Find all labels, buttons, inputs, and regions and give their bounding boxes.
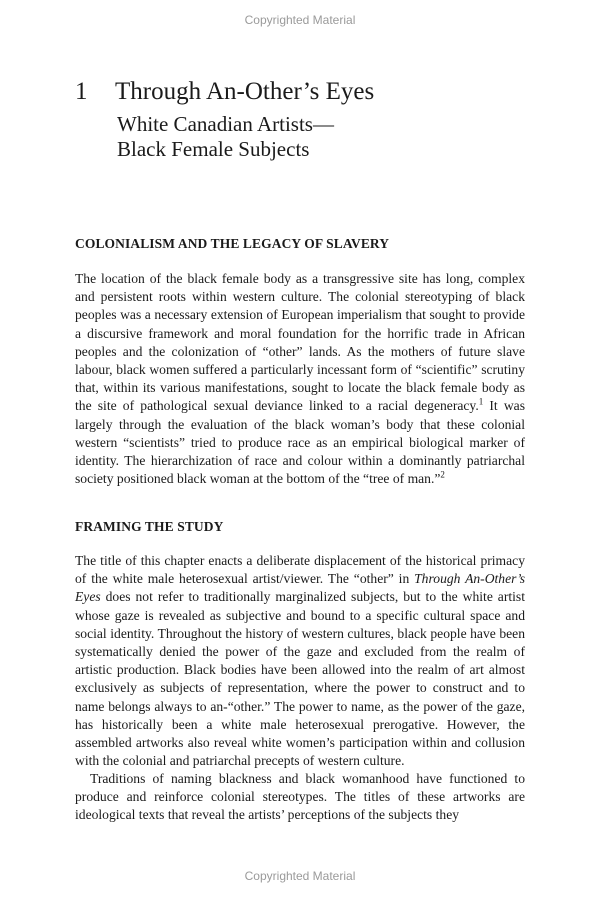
paragraph-text: The title of this chapter enacts a deliberate displacement of the historical primacy of the white male heterosexual artist/viewer. The “other” in [75, 553, 525, 587]
paragraph-traditions: Traditions of naming blackness and black womanhood have functioned to produce and reinforce colonial stereotypes. The titles of these artworks are ideological texts that reveal the artists’ perceptions of the subjects they [75, 771, 525, 823]
footnote-ref-1: 1 [478, 396, 484, 407]
paragraph-text: The location of the black female body as a transgressive site has long, complex and persistent roots within western culture. The colonial stereotyping of black peoples was a necessary extension of European imperialism that sought to provide a discursive framework and moral foundation for the horrific trade in African peoples and the colonization of “other” lands. As the mothers of future slave labour, black women suffered a particularly incessant form of “scientific” scrutiny that, within its various manifestations, sought to locate the black female body as the site of pathological sexual deviance linked to a racial degeneracy. [75, 271, 525, 414]
copyright-watermark-top: Copyrighted Material [244, 13, 356, 27]
chapter-title: Through An-Other’s Eyes [115, 78, 375, 105]
footnote-ref-2: 2 [440, 469, 445, 480]
chapter-subtitle-line-2: Black Female Subjects [117, 137, 310, 161]
paragraph-text: It was largely through the evaluation of the black woman’s body that these colonial western “scientists” tried to produce race as an empirical biological marker of identity. The hierarchization of race and colour within a dominantly patriarchal society positioned black woman at the bottom of the “tree of man.” [75, 398, 525, 487]
paragraph-colonialism [75, 270, 525, 488]
chapter-heading [75, 78, 535, 162]
chapter-subtitle [117, 112, 535, 162]
paragraph-framing [75, 552, 525, 770]
chapter-number: 1 [75, 78, 88, 105]
copyright-watermark-bottom: Copyrighted Material [244, 869, 356, 883]
chapter-subtitle-line-1: White Canadian Artists— [117, 112, 334, 136]
book-title-italic: Through An-Other’s Eyes [75, 571, 525, 605]
section-heading-colonialism: COLONIALISM AND THE LEGACY OF SLAVERY [75, 236, 390, 251]
paragraph-text: does not refer to traditionally marginalized subjects, but to the white artist whose gaze is revealed as subjective and bound to a specific cultural space and social identity. Throughout the history of western cultures, black people have been systematically denied the power of the gaze and excluded from the realm of artistic production. Black bodies have been allowed into the realm of art almost exclusively as subjects of representation, where the power to construct and to name belongs always to an-“other.” The power to name, as the power of the gaze, has historically been a white male heterosexual prerogative. However, the assembled artworks also reveal white women’s participation within and collusion with the colonial and patriarchal precepts of western culture. [75, 589, 525, 769]
section-heading-framing: FRAMING THE STUDY [75, 519, 224, 534]
